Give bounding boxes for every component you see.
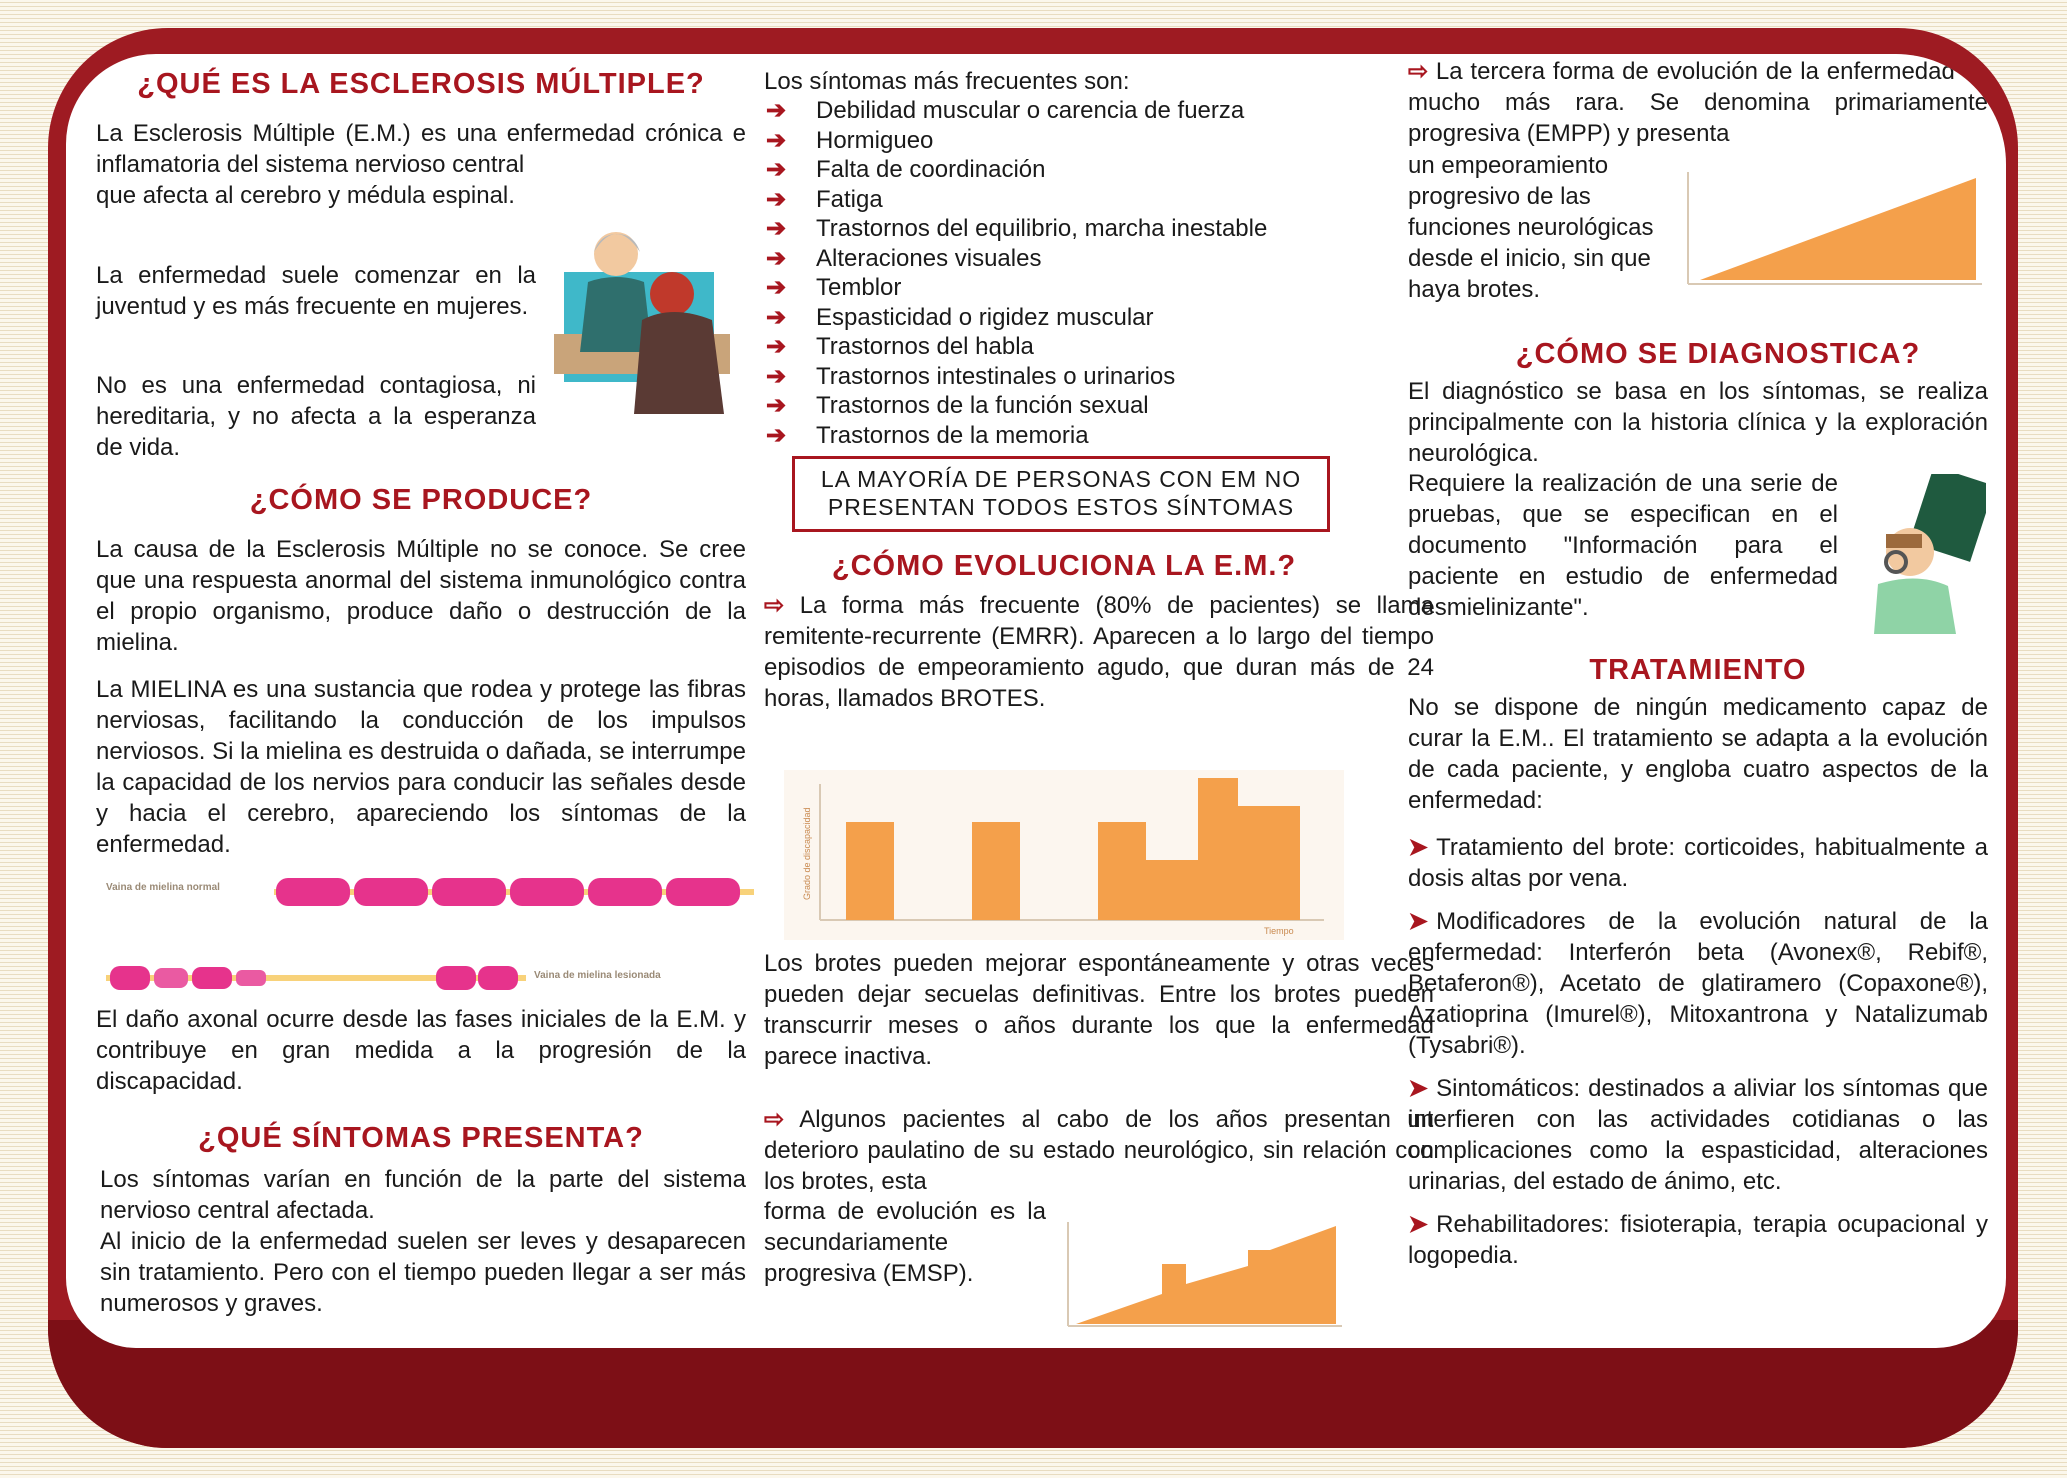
- normal-myelin-label: Vaina de mielina normal: [106, 882, 220, 893]
- arrow-icon: ➔: [766, 185, 787, 213]
- chart1-ylabel: Grado de discapacidad: [802, 807, 812, 900]
- evolution-paragraph-1: [764, 590, 1434, 714]
- symptom-text: Falta de coordinación: [816, 156, 1046, 183]
- what-is-paragraph-1b: que afecta al cerebro y médula espinal.: [96, 182, 515, 209]
- how-produced-paragraph-2: La MIELINA es una sustancia que rodea y protege las fibras nerviosas, facilitando la conducción de los impulsos nerviosos. Si la mielina es destruida o dañada, se interrumpe la capacidad de los nervios para conducir las señales desde y hacia el cerebro, apareciendo los síntomas de la enfermedad.: [96, 676, 746, 858]
- axonal-damage-paragraph: El daño axonal ocurre desde las fases iniciales de la E.M. y contribuye en gran medida a la progresión de la discapacidad.: [96, 1006, 746, 1095]
- symptom-item: [764, 362, 1424, 392]
- arrow-icon: ➔: [766, 421, 787, 449]
- doctor-patient-illustration: [554, 224, 730, 414]
- arrow-icon: ➔: [766, 244, 787, 272]
- arrow-icon: ➔: [766, 126, 787, 154]
- treatment-item: [1408, 1073, 1988, 1197]
- hollow-arrow-icon: ⇨: [1408, 58, 1429, 85]
- what-is-paragraph-1a: La Esclerosis Múltiple (E.M.) es una enfermedad crónica e inflamatoria del sistema nervioso central: [96, 120, 746, 178]
- normal-myelin-diagram: [106, 872, 746, 912]
- symptom-text: Espasticidad o rigidez muscular: [816, 303, 1154, 331]
- symptoms-paragraph-2: Al inicio de la enfermedad suelen ser leves y desaparecen sin tratamiento. Pero con el tiempo pueden llegar a ser más numerosos y graves.: [100, 1228, 746, 1317]
- normal-myelin-sheath: [274, 872, 754, 912]
- symptom-item: [764, 185, 1424, 215]
- symptoms-paragraph-1: Los síntomas varían en función de la parte del sistema nervioso central afectada.: [100, 1166, 746, 1224]
- symptom-item: [764, 214, 1424, 244]
- symptom-text: Trastornos del equilibrio, marcha inestable: [816, 215, 1268, 242]
- symptom-item: [764, 421, 1424, 451]
- symptom-item: [764, 391, 1424, 421]
- heading-what-is-ms: ¿QUÉ ES LA ESCLEROSIS MÚLTIPLE?: [137, 68, 705, 100]
- callout-line-1: LA MAYORÍA DE PERSONAS CON EM NO: [820, 466, 1302, 492]
- evolution-paragraph-3a-text: Algunos pacientes al cabo de los años presentan un deterioro paulatino de su estado neurológico, sin relación con los brotes, esta: [764, 1106, 1434, 1195]
- arrow-icon: ➔: [766, 274, 787, 301]
- caret-icon: ➤: [1408, 908, 1429, 935]
- treatment-intro: No se dispone de ningún medicamento capaz de curar la E.M.. El tratamiento se adapta a la evolución de cada paciente, y engloba cuatro aspectos de la enfermedad:: [1408, 694, 1988, 814]
- symptom-text: Temblor: [816, 274, 902, 301]
- arrow-icon: ➔: [766, 215, 787, 242]
- symptom-item: [764, 126, 1424, 156]
- arrow-icon: ➔: [766, 392, 787, 419]
- heading-evolution: ¿CÓMO EVOLUCIONA LA E.M.?: [831, 550, 1297, 582]
- evolution-paragraph-1-text: La forma más frecuente (80% de pacientes) se llama remitente-recurrente (EMRR). Aparecen a lo largo del tiempo episodios de empeoramiento agudo, que duran más de 24 horas, llamados BROTES.: [764, 592, 1434, 712]
- brochure-panel: [66, 54, 2006, 1348]
- symptom-text: Fatiga: [816, 185, 883, 213]
- caret-icon: ➤: [1408, 1075, 1429, 1102]
- arrow-icon: ➔: [766, 333, 787, 360]
- doctor-xray-illustration: [1866, 474, 1986, 634]
- damaged-myelin-diagram: [106, 958, 746, 998]
- arrow-icon: ➔: [766, 97, 787, 124]
- callout-line-2: PRESENTAN TODOS ESTOS SÍNTOMAS: [827, 494, 1295, 520]
- third-form-paragraph-a-text: La tercera forma de evolución de la enfermedad es mucho más rara. Se denomina primariamente progresiva (EMPP) y presenta: [1408, 58, 1988, 147]
- secondary-progressive-chart: [1052, 1214, 1348, 1340]
- relapsing-remitting-chart: [784, 770, 1344, 940]
- what-is-paragraph-2: La enfermedad suele comenzar en la juventud y es más frecuente en mujeres.: [96, 262, 536, 320]
- heading-treatment: TRATAMIENTO: [1589, 654, 1807, 686]
- symptom-item: [764, 332, 1424, 362]
- arrow-icon: ➔: [766, 156, 787, 183]
- chart1-xlabel: Tiempo: [1264, 926, 1294, 936]
- symptom-item: [764, 244, 1424, 274]
- how-produced-paragraph-1: La causa de la Esclerosis Múltiple no se conoce. Se cree que una respuesta anormal del sistema inmunológico contra el propio organismo, produce daño o destrucción de la mielina.: [96, 536, 746, 656]
- symptom-item: [764, 155, 1424, 185]
- hollow-arrow-icon: ⇨: [764, 1106, 785, 1133]
- symptom-item: [764, 273, 1424, 303]
- diagnosis-paragraph-2: Requiere la realización de una serie de pruebas, que se especifican en el documento "Información para el paciente en estudio de enfermedad desmielinizante".: [1408, 470, 1838, 621]
- heading-how-produced: ¿CÓMO SE PRODUCE?: [249, 484, 593, 516]
- diagnosis-paragraph-1: El diagnóstico se basa en los síntomas, se realiza principalmente con la historia clínica y la exploración neurológica.: [1408, 378, 1988, 467]
- third-form-paragraph-b: un empeoramiento progresivo de las funciones neurológicas desde el inicio, sin que haya brotes.: [1408, 152, 1654, 303]
- damaged-myelin-label: Vaina de mielina lesionada: [534, 970, 661, 981]
- caret-icon: ➤: [1408, 834, 1429, 861]
- heading-symptoms: ¿QUÉ SÍNTOMAS PRESENTA?: [198, 1122, 644, 1154]
- treatment-text: Rehabilitadores: fisioterapia, terapia ocupacional y logopedia.: [1408, 1211, 1988, 1269]
- symptom-text: Debilidad muscular o carencia de fuerza: [816, 97, 1245, 124]
- symptom-text: Trastornos de la función sexual: [816, 392, 1149, 419]
- what-is-paragraph-3: No es una enfermedad contagiosa, ni hereditaria, y no afecta a la esperanza de vida.: [96, 372, 536, 461]
- treatment-item: [1408, 832, 1988, 894]
- treatment-text: Tratamiento del brote: corticoides, habitualmente a dosis altas por vena.: [1408, 834, 1988, 892]
- evolution-paragraph-2: Los brotes pueden mejorar espontáneamente y otras veces pueden dejar secuelas definitivas. Entre los brotes pueden transcurrir meses o años durante los que la enfermedad parece inactiva.: [764, 950, 1434, 1070]
- symptom-text: Trastornos intestinales o urinarios: [816, 362, 1176, 390]
- symptom-text: Trastornos del habla: [816, 333, 1034, 360]
- symptom-text: Alteraciones visuales: [816, 244, 1042, 272]
- arrow-icon: ➔: [766, 362, 787, 390]
- evolution-paragraph-3b: forma de evolución es la secundariamente progresiva (EMSP).: [764, 1198, 1046, 1287]
- symptom-text: Hormigueo: [816, 126, 934, 154]
- evolution-paragraph-3a: [764, 1104, 1434, 1197]
- symptom-text: Trastornos de la memoria: [816, 421, 1089, 449]
- symptoms-intro: Los síntomas más frecuentes son:: [764, 68, 1130, 95]
- treatment-list: [1408, 832, 1988, 1283]
- treatment-item: [1408, 1209, 1988, 1271]
- arrow-icon: ➔: [766, 303, 787, 331]
- third-form-paragraph-a: [1408, 56, 1988, 149]
- symptoms-callout-box: [792, 456, 1330, 532]
- symptom-item: [764, 96, 1424, 126]
- heading-diagnosis: ¿CÓMO SE DIAGNOSTICA?: [1515, 338, 1921, 370]
- treatment-text: Modificadores de la evolución natural de la enfermedad: Interferón beta (Avonex®, Rebif®, Betaferon®), Acetato de glatiramero (Copaxone®), Azatioprina (Imurel®), Mitoxantrona y Natalizumab (Tysabri®).: [1408, 908, 1988, 1059]
- hollow-arrow-icon: ⇨: [764, 592, 785, 619]
- treatment-item: [1408, 906, 1988, 1061]
- treatment-text: Sintomáticos: destinados a aliviar los síntomas que interfieren con las actividades cotidianas o las complicaciones como la espasticidad, alteraciones urinarias, del estado de ánimo, etc.: [1408, 1075, 1988, 1195]
- caret-icon: ➤: [1408, 1211, 1429, 1238]
- symptom-item: [764, 303, 1424, 333]
- primary-progressive-chart: [1676, 164, 1988, 294]
- damaged-myelin-sheath: [106, 958, 526, 998]
- symptom-list: [764, 96, 1424, 450]
